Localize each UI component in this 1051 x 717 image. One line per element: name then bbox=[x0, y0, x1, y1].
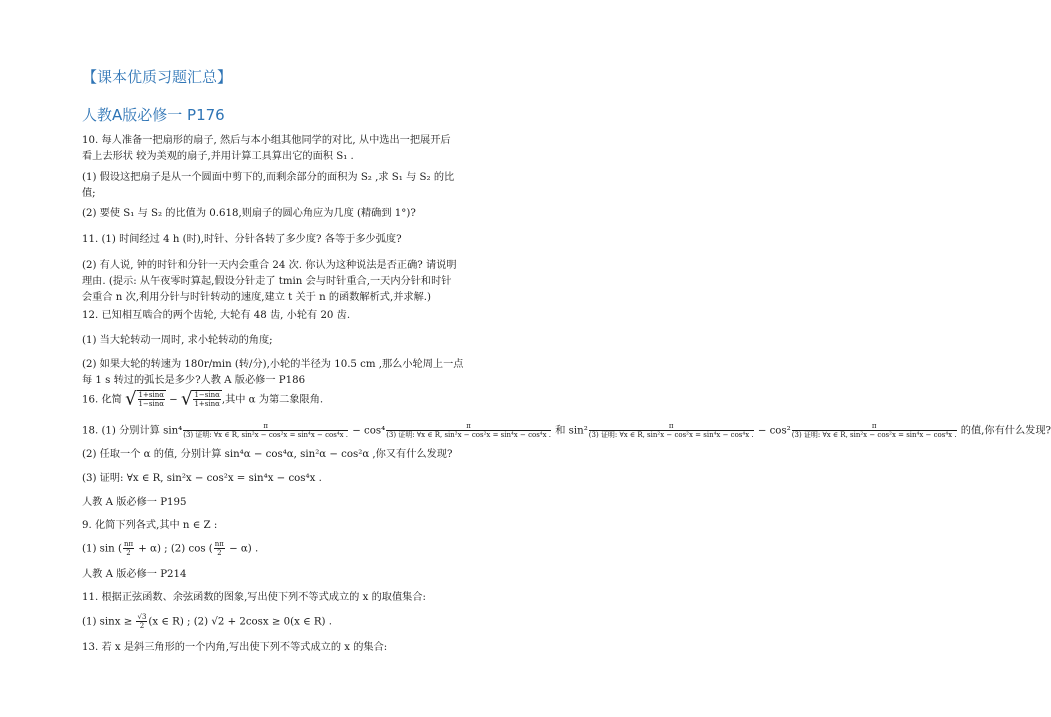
problem-9-parts bbox=[82, 540, 472, 558]
text-line: 每 1 s 转过的弧长是多少?人教 A 版必修一 P186 bbox=[82, 375, 306, 386]
denominator: (3) 证明: ∀x ∈ R, sin²x − cos²x = sin⁴x − cos⁴x . bbox=[183, 431, 349, 439]
text-run: − bbox=[165, 394, 181, 406]
text-line: 会重合 n 次,利用分针与时针转动的速度,建立 t 关于 n 的函数解析式,并求解.) bbox=[82, 292, 432, 303]
text-run: 18. (1) 分别计算 sin⁴ bbox=[82, 425, 183, 437]
text-run: (x ∈ R) ; (2) √2 + 2cosx ≥ 0(x ∈ R) . bbox=[148, 616, 333, 628]
denominator: 2 bbox=[139, 622, 145, 630]
numerator: 1+sinα bbox=[138, 391, 164, 399]
problem-16 bbox=[82, 390, 472, 409]
numerator: nπ bbox=[123, 540, 134, 548]
text-run: (1) sin ( bbox=[82, 543, 122, 555]
fraction bbox=[589, 422, 754, 439]
problem-12-part-2 bbox=[82, 357, 472, 389]
denominator: (3) 证明: ∀x ∈ R, sin²x − cos²x = sin⁴x − cos⁴x . bbox=[588, 431, 754, 439]
fraction bbox=[214, 540, 225, 557]
numerator: 1−sinα bbox=[194, 391, 220, 399]
problem-11: 11. 根据正弦函数、余弦函数的图象,写出使下列不等式成立的 x 的取值集合: bbox=[82, 592, 426, 603]
text-line: (1) 假设这把扇子是从一个圆面中剪下的,而剩余部分的面积为 S₂ ,求 S₁ 与 S₂ 的比 bbox=[82, 172, 455, 183]
fraction bbox=[123, 540, 134, 557]
problem-10 bbox=[82, 133, 472, 165]
problem-18-part-1 bbox=[82, 422, 1051, 440]
denominator: (3) 证明: ∀x ∈ R, sin²x − cos²x = sin⁴x − cos⁴x . bbox=[386, 431, 551, 439]
text-line: 值; bbox=[82, 188, 96, 199]
text-line: 10. 每人准备一把扇形的扇子, 然后与本小组其他同学的对比, 从中选出一把展开后 bbox=[82, 135, 451, 146]
fraction bbox=[792, 422, 957, 439]
problem-12: 12. 已知相互啮合的两个齿轮, 大轮有 48 齿, 小轮有 20 齿. bbox=[82, 310, 351, 321]
problem-10-part-1 bbox=[82, 170, 472, 202]
fraction bbox=[386, 422, 551, 439]
numerator: π bbox=[589, 422, 754, 431]
text-run: − cos² bbox=[754, 425, 791, 437]
denominator: 2 bbox=[217, 549, 222, 557]
text-run: − α) . bbox=[225, 543, 259, 555]
problem-12-part-1: (1) 当大轮转动一周时, 求小轮转动的角度; bbox=[82, 335, 273, 346]
text-run: − cos⁴ bbox=[349, 425, 386, 437]
section-heading: 人教A版必修一 P176 bbox=[82, 106, 225, 124]
text-line: 看上去形状 较为美观的扇子,并用计算工具算出它的面积 S₁ . bbox=[82, 151, 354, 162]
numerator: √3 bbox=[137, 613, 147, 621]
section-reference: 人教 A 版必修一 P195 bbox=[82, 497, 187, 508]
denominator: 1−sinα bbox=[138, 400, 164, 408]
text-line: 理由. (提示: 从午夜零时算起,假设分针走了 tmin 会与时针重合,一天内分针和时针 bbox=[82, 276, 452, 287]
fraction bbox=[183, 422, 348, 439]
section-reference: 人教 A 版必修一 P214 bbox=[82, 569, 187, 580]
denominator: 1+sinα bbox=[194, 400, 220, 408]
fraction bbox=[136, 613, 147, 630]
text-run: + α) ; (2) cos ( bbox=[135, 543, 213, 555]
radical: √ $\frac{1-\sin\alpha}{1+\sin\alpha}$ bbox=[180, 388, 220, 410]
numerator: π bbox=[792, 422, 957, 431]
numerator: π bbox=[386, 422, 551, 431]
text-run: 和 sin² bbox=[552, 425, 588, 437]
text-run: ,其中 α 为第二象限角. bbox=[221, 394, 324, 406]
page-title: 【课本优质习题汇总】 bbox=[82, 68, 233, 86]
problem-10-part-2: (2) 要使 S₁ 与 S₂ 的比值为 0.618,则扇子的圆心角应为几度 (精确到 1°)? bbox=[82, 208, 416, 219]
denominator: 2 bbox=[126, 549, 131, 557]
problem-11-part-2 bbox=[82, 258, 472, 306]
text-run: 16. 化简 bbox=[82, 394, 126, 406]
radical: √ $\frac{1+\sin\alpha}{1-\sin\alpha}$ bbox=[125, 388, 164, 410]
problem-11-part-1: 11. (1) 时间经过 4 h (时),时针、分针各转了多少度? 各等于多少弧度? bbox=[82, 234, 402, 245]
text-run: 的值,你有什么发现? bbox=[957, 425, 1051, 437]
text-run: (1) sinx ≥ bbox=[82, 616, 136, 628]
text-line: (2) 有人说, 钟的时针和分针一天内会重合 24 次. 你认为这种说法是否正确? 请说明 bbox=[82, 260, 457, 271]
fraction bbox=[138, 391, 165, 408]
problem-11-parts bbox=[82, 613, 472, 631]
problem-9: 9. 化简下列各式,其中 n ∈ Z : bbox=[82, 520, 218, 531]
problem-13: 13. 若 x 是斜三角形的一个内角,写出使下列不等式成立的 x 的集合: bbox=[82, 642, 388, 653]
problem-18-part-3: (3) 证明: ∀x ∈ R, sin²x − cos²x = sin⁴x − cos⁴x . bbox=[82, 473, 322, 484]
numerator: nπ bbox=[214, 540, 224, 548]
numerator: π bbox=[183, 422, 348, 431]
denominator: (3) 证明: ∀x ∈ R, sin²x − cos²x = sin⁴x − cos⁴x . bbox=[791, 431, 957, 439]
text-line: (2) 如果大轮的转速为 180r/min (转/分),小轮的半径为 10.5 cm ,那么小轮周上一点 bbox=[82, 359, 464, 370]
problem-18-part-2: (2) 任取一个 α 的值, 分别计算 sin⁴α − cos⁴α, sin²α − cos²α ,你又有什么发现? bbox=[82, 449, 453, 460]
fraction bbox=[193, 391, 220, 408]
